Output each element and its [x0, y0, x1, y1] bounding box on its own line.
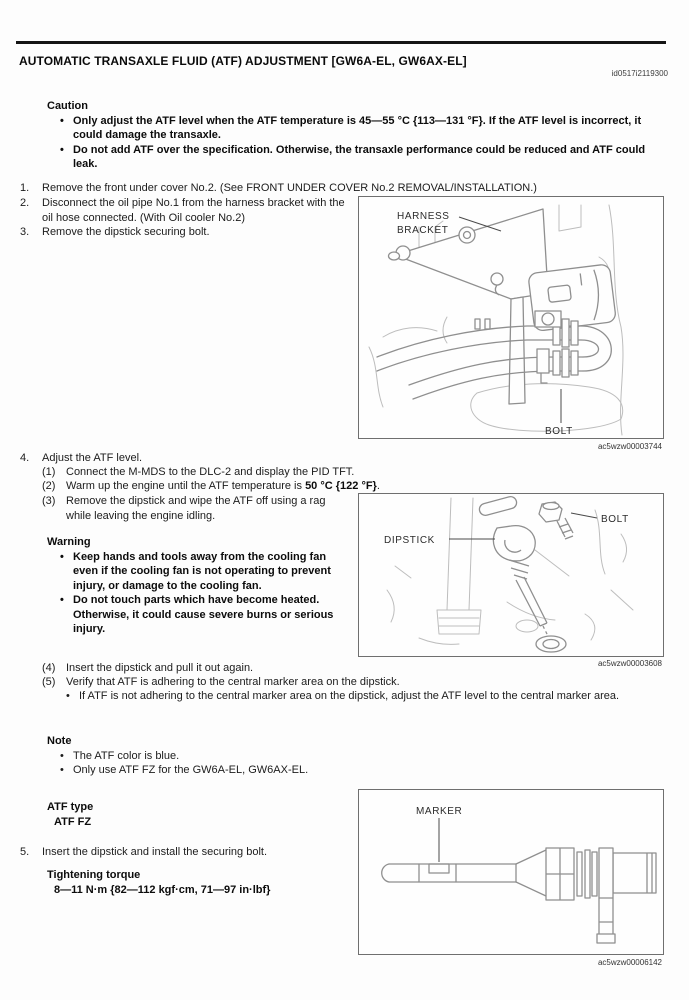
step-number: 4.: [20, 452, 30, 464]
step-4-sub-3: [42, 494, 352, 523]
note-section: [47, 734, 587, 778]
bullet-icon: •: [60, 550, 64, 563]
marker-label: MARKER: [416, 806, 463, 817]
step-2: [20, 196, 370, 225]
step-number: 5.: [20, 846, 30, 858]
substep-text-plain: .: [376, 480, 380, 492]
figure-dipstick-location: [358, 493, 664, 657]
tightening-torque-spec: [47, 868, 367, 897]
step-4-sub-1: [42, 465, 542, 480]
dipstick-marker-illustration: [359, 790, 663, 954]
dipstick-handle-shape: [546, 848, 656, 943]
figure-code: ac5wzw00003608: [597, 659, 662, 668]
step-text: Adjust the ATF level.: [42, 452, 143, 464]
atf-type-heading: ATF type: [47, 801, 94, 813]
note-bullet: [47, 749, 587, 764]
step-number: 1.: [20, 182, 30, 194]
dipstick-blade-shape: [382, 850, 546, 896]
warning-heading: Warning: [47, 536, 91, 548]
steps-2-3: [20, 196, 370, 240]
substep-number: (5): [42, 676, 56, 688]
torque-heading: Tightening torque: [47, 869, 141, 881]
warning-bullet-text: Do not touch parts which have become heated. Otherwise, it could cause severe burns or serious injury.: [73, 594, 334, 635]
caution-heading: Caution: [47, 100, 88, 112]
step-text: Remove the dipstick securing bolt.: [42, 226, 210, 238]
step-3: [20, 225, 370, 240]
note-bullet-text: The ATF color is blue.: [73, 749, 180, 762]
warning-section: [47, 535, 347, 637]
bullet-icon: •: [60, 764, 64, 776]
dipstick-label: DIPSTICK: [384, 535, 435, 546]
harness-bracket-shape: [389, 209, 549, 404]
step-4-sub-5: [42, 675, 642, 690]
bullet-icon: •: [60, 594, 64, 606]
substep-number: (2): [42, 480, 56, 492]
warning-bullet-text: Keep hands and tools away from the cooling fan even if the cooling fan is not operating to prevent injury, or damage to the cooling fan.: [73, 550, 331, 592]
step-4-sub-5-bullet: [66, 689, 650, 704]
figure-code: ac5wzw00006142: [597, 958, 662, 967]
harness-bracket-label: HARNESS: [397, 211, 450, 222]
top-rule: [16, 41, 666, 44]
caution-bullet-text: Do not add ATF over the specification. Otherwise, the transaxle performance could be reduced and ATF could leak.: [73, 143, 646, 170]
warning-bullet: [47, 550, 347, 594]
caution-bullet-text: Only adjust the ATF level when the ATF temperature is 45—55 °C {113—131 °F}. If the ATF level is incorrect, it could damage the transaxle.: [73, 114, 642, 141]
step-number: 2.: [20, 197, 30, 209]
step-number: 3.: [20, 226, 30, 238]
dipstick-location-illustration: [359, 494, 663, 656]
note-bullet: [47, 763, 587, 778]
bolt-label: BOLT: [545, 426, 573, 437]
atf-type-value: ATF FZ: [54, 815, 92, 828]
harness-bracket-illustration: [359, 197, 663, 438]
engine-background-lines: [387, 498, 633, 644]
note-bullet-text: Only use ATF FZ for the GW6A-EL, GW6AX-EL.: [73, 764, 309, 776]
torque-value: 8—11 N·m {82—112 kgf·cm, 71—97 in·lbf}: [54, 883, 271, 896]
step-1: [20, 181, 675, 196]
caution-section: [47, 99, 665, 172]
substep-bullet-text: If ATF is not adhering to the central marker area on the dipstick, adjust the ATF level to the central marker area.: [79, 690, 620, 702]
caution-bullet: [47, 114, 665, 143]
step-4-sub-2: [42, 479, 542, 494]
page-title: AUTOMATIC TRANSAXLE FLUID (ATF) ADJUSTMENT [GW6A-EL, GW6AX-EL]: [19, 54, 467, 68]
step-text: Remove the front under cover No.2. (See FRONT UNDER COVER No.2 REMOVAL/INSTALLATION.): [42, 182, 537, 194]
step-4: [20, 451, 670, 466]
warning-bullet: [47, 593, 347, 637]
caution-bullet: [47, 143, 665, 172]
substep-text: Insert the dipstick and pull it out again.: [66, 662, 254, 674]
figure-code: ac5wzw00003744: [597, 442, 662, 451]
securing-bolt-shape: [539, 502, 573, 539]
step-text: Insert the dipstick and install the securing bolt.: [42, 846, 268, 858]
substep-number: (4): [42, 662, 56, 674]
bullet-icon: •: [60, 143, 64, 156]
figure-harness-bracket: [358, 196, 664, 439]
figure-dipstick-marker: [358, 789, 664, 955]
substep-number: (3): [42, 495, 56, 507]
note-heading: Note: [47, 735, 72, 747]
substep-text: Connect the M-MDS to the DLC-2 and display the PID TFT.: [66, 466, 355, 478]
harness-bracket-label: BRACKET: [397, 225, 449, 236]
bullet-icon: •: [60, 749, 64, 762]
doc-id: id0517i2119300: [611, 69, 668, 78]
bullet-icon: •: [66, 690, 70, 702]
substep-text: Verify that ATF is adhering to the central marker area on the dipstick.: [66, 676, 400, 688]
substep-text: [66, 479, 542, 494]
substep-number: (1): [42, 466, 56, 478]
substep-text: Remove the dipstick and wipe the ATF off using a rag while leaving the engine idling.: [66, 495, 326, 522]
atf-type-spec: [47, 800, 347, 829]
bolt-leader-line: [571, 513, 597, 518]
substep-text-plain: Warm up the engine until the ATF temperature is: [66, 480, 306, 492]
bolt-label: BOLT: [601, 514, 629, 525]
step-4-sub-4: [42, 661, 642, 676]
bullet-icon: •: [60, 114, 64, 127]
step-text: Disconnect the oil pipe No.1 from the harness bracket with the oil hose connected. (With Oil cooler No.2): [42, 197, 345, 224]
substep-text-bold: 50 °C {122 °F}: [305, 480, 377, 492]
